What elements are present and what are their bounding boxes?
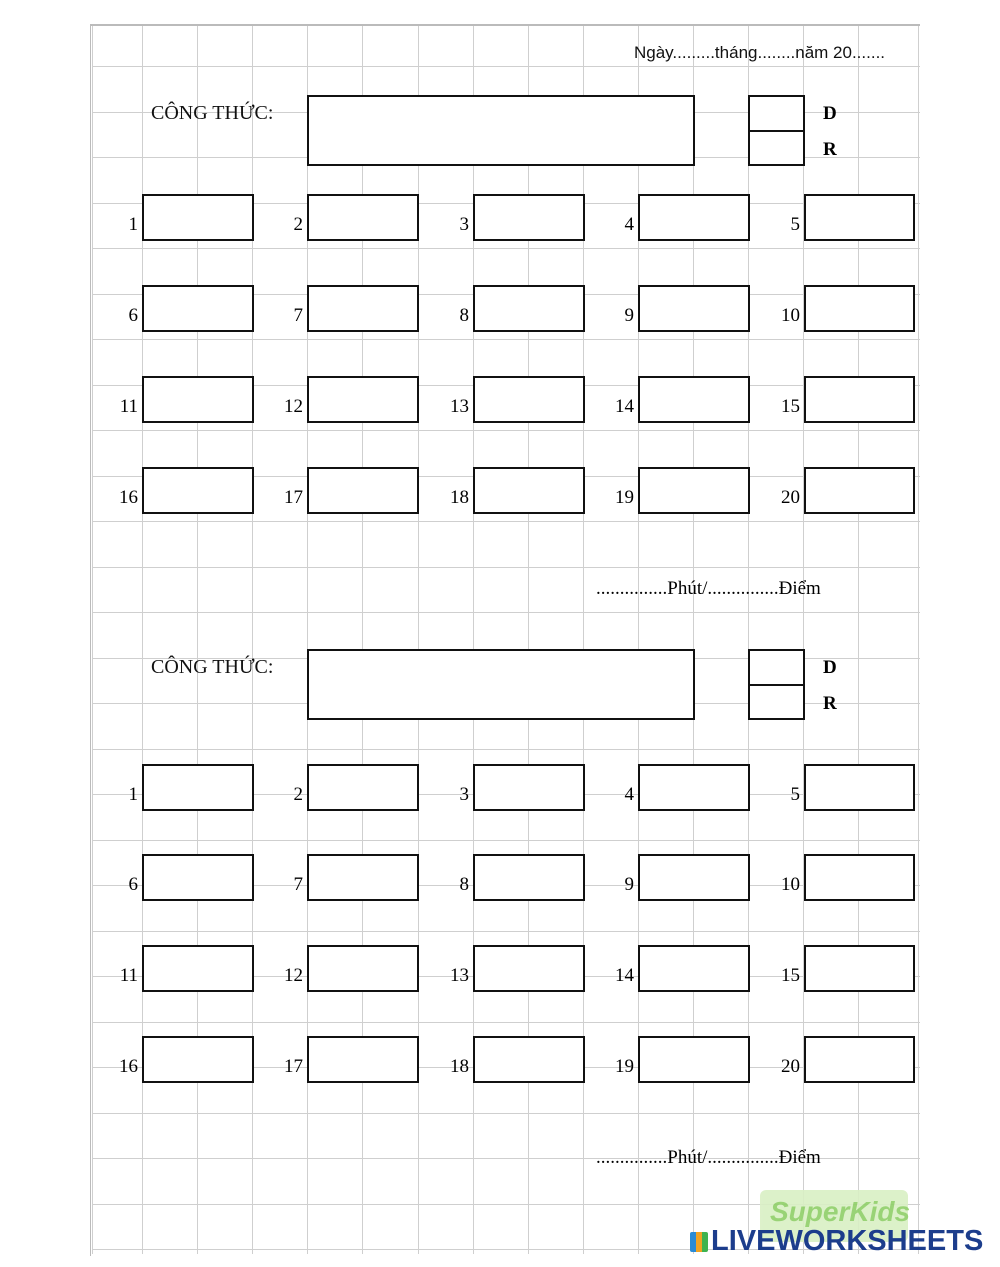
answer-box[interactable] [638, 376, 750, 423]
formula-input-box[interactable] [307, 95, 695, 166]
answer-box[interactable] [307, 945, 419, 992]
question-number: 19 [615, 1056, 634, 1077]
answer-box[interactable] [638, 1036, 750, 1083]
answer-box[interactable] [142, 764, 254, 811]
question-number: 18 [450, 487, 469, 508]
answer-box[interactable] [638, 854, 750, 901]
question-number: 17 [284, 487, 303, 508]
score-line: ...............Phút/...............Điểm [596, 578, 821, 599]
answer-box[interactable] [142, 285, 254, 332]
answer-box[interactable] [142, 1036, 254, 1083]
answer-box[interactable] [473, 467, 585, 514]
question-number: 9 [624, 874, 634, 895]
question-number: 4 [624, 214, 634, 235]
answer-box[interactable] [473, 194, 585, 241]
question-number: 12 [284, 396, 303, 417]
question-number: 20 [781, 487, 800, 508]
brand-stamp: SuperKids [760, 1190, 908, 1242]
question-number: 12 [284, 965, 303, 986]
answer-box[interactable] [307, 467, 419, 514]
question-number: 20 [781, 1056, 800, 1077]
answer-box[interactable] [142, 945, 254, 992]
r-input-box[interactable] [748, 684, 805, 720]
answer-box[interactable] [473, 945, 585, 992]
d-input-box[interactable] [748, 649, 805, 686]
r-label: R [823, 139, 837, 160]
answer-box[interactable] [638, 764, 750, 811]
answer-box[interactable] [638, 194, 750, 241]
answer-box[interactable] [142, 854, 254, 901]
question-number: 8 [459, 874, 469, 895]
question-number: 5 [790, 784, 800, 805]
question-number: 14 [615, 965, 634, 986]
answer-box[interactable] [473, 285, 585, 332]
question-number: 10 [781, 305, 800, 326]
r-label: R [823, 693, 837, 714]
question-number: 11 [119, 965, 138, 986]
score-line: ...............Phút/...............Điểm [596, 1147, 821, 1168]
question-number: 9 [624, 305, 634, 326]
answer-box[interactable] [804, 764, 915, 811]
answer-box[interactable] [804, 467, 915, 514]
answer-box[interactable] [473, 1036, 585, 1083]
question-number: 16 [119, 1056, 138, 1077]
question-number: 19 [615, 487, 634, 508]
question-number: 17 [284, 1056, 303, 1077]
answer-box[interactable] [804, 194, 915, 241]
question-number: 6 [128, 874, 138, 895]
answer-box[interactable] [473, 854, 585, 901]
d-label: D [823, 657, 837, 678]
question-number: 6 [128, 305, 138, 326]
answer-box[interactable] [142, 376, 254, 423]
answer-box[interactable] [804, 945, 915, 992]
answer-box[interactable] [473, 764, 585, 811]
question-number: 7 [293, 874, 303, 895]
answer-box[interactable] [307, 854, 419, 901]
answer-box[interactable] [804, 285, 915, 332]
question-number: 16 [119, 487, 138, 508]
liveworksheets-brand: LIVEWORKSHEETS [711, 1225, 984, 1257]
question-number: 10 [781, 874, 800, 895]
question-number: 13 [450, 965, 469, 986]
question-number: 7 [293, 305, 303, 326]
question-number: 11 [119, 396, 138, 417]
answer-box[interactable] [307, 764, 419, 811]
question-number: 15 [781, 396, 800, 417]
answer-box[interactable] [307, 194, 419, 241]
formula-input-box[interactable] [307, 649, 695, 720]
question-number: 13 [450, 396, 469, 417]
answer-box[interactable] [638, 945, 750, 992]
answer-box[interactable] [804, 854, 915, 901]
answer-box[interactable] [638, 285, 750, 332]
d-label: D [823, 103, 837, 124]
answer-box[interactable] [307, 376, 419, 423]
question-number: 14 [615, 396, 634, 417]
answer-box[interactable] [804, 1036, 915, 1083]
formula-label: CÔNG THỨC: [151, 656, 274, 678]
question-number: 2 [293, 784, 303, 805]
answer-box[interactable] [307, 285, 419, 332]
question-number: 2 [293, 214, 303, 235]
question-number: 5 [790, 214, 800, 235]
answer-box[interactable] [307, 1036, 419, 1083]
question-number: 1 [128, 214, 138, 235]
question-number: 18 [450, 1056, 469, 1077]
r-input-box[interactable] [748, 130, 805, 166]
question-number: 3 [459, 214, 469, 235]
question-number: 1 [128, 784, 138, 805]
d-input-box[interactable] [748, 95, 805, 132]
date-line: Ngày.........tháng........năm 20....... [634, 43, 886, 62]
answer-box[interactable] [473, 376, 585, 423]
question-number: 15 [781, 965, 800, 986]
formula-label: CÔNG THỨC: [151, 102, 274, 124]
answer-box[interactable] [638, 467, 750, 514]
question-number: 4 [624, 784, 634, 805]
question-number: 3 [459, 784, 469, 805]
answer-box[interactable] [804, 376, 915, 423]
answer-box[interactable] [142, 194, 254, 241]
liveworksheets-logo [690, 1225, 983, 1258]
answer-box[interactable] [142, 467, 254, 514]
question-number: 8 [459, 305, 469, 326]
liveworksheets-icon [690, 1232, 708, 1252]
